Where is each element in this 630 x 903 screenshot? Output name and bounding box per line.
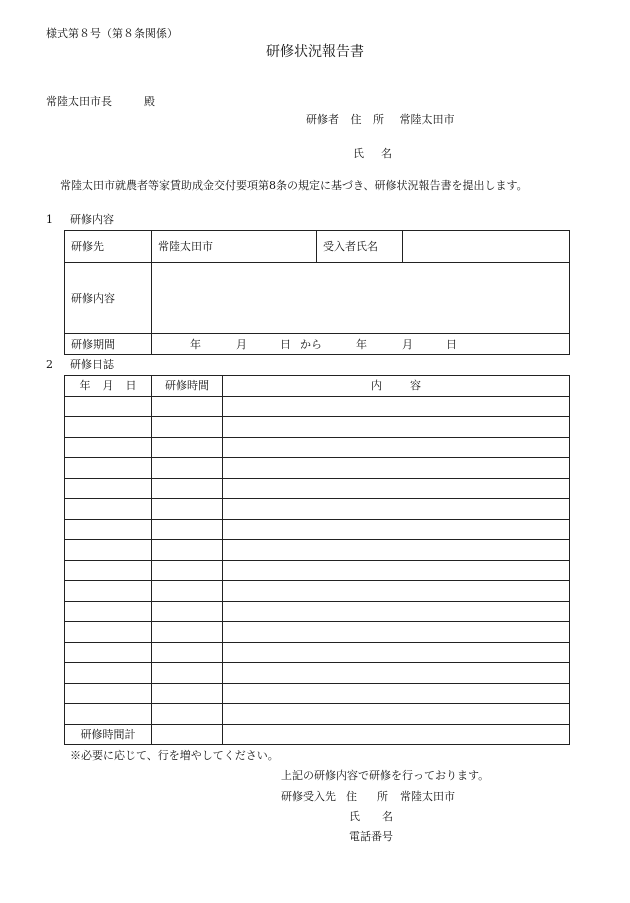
- log-hours-cell[interactable]: [152, 437, 223, 458]
- log-hours-cell[interactable]: [152, 396, 223, 417]
- trainee-name-line: [353, 148, 392, 159]
- section-2-heading: [46, 359, 114, 370]
- log-hours-cell[interactable]: [152, 560, 223, 581]
- log-content-cell[interactable]: [223, 560, 570, 581]
- log-total-label: 研修時間計: [65, 724, 152, 745]
- log-date-cell[interactable]: [65, 499, 152, 520]
- supervisor-label: 受入者氏名: [317, 231, 403, 263]
- document-title: 研修状況報告書: [266, 44, 364, 60]
- training-content-table: [64, 230, 570, 355]
- log-date-cell[interactable]: [65, 478, 152, 499]
- host-label: 研修受入先: [281, 790, 336, 803]
- period-month-2: 月: [402, 337, 413, 351]
- period-from: から: [300, 337, 322, 351]
- log-total-hours[interactable]: [152, 724, 223, 745]
- log-content-cell[interactable]: [223, 642, 570, 663]
- log-date-cell[interactable]: [65, 581, 152, 602]
- log-content-cell[interactable]: [223, 437, 570, 458]
- log-content-cell[interactable]: [223, 704, 570, 725]
- log-hours-cell[interactable]: [152, 642, 223, 663]
- log-row: [65, 704, 570, 725]
- log-content-cell[interactable]: [223, 417, 570, 438]
- log-content-cell[interactable]: [223, 663, 570, 684]
- training-details-row: [65, 263, 570, 334]
- log-header-day: 日: [125, 379, 137, 393]
- log-row: [65, 417, 570, 438]
- trainee-name-label-1: 氏: [353, 147, 364, 160]
- log-content-cell[interactable]: [223, 499, 570, 520]
- log-row: [65, 396, 570, 417]
- log-content-cell[interactable]: [223, 478, 570, 499]
- log-row: [65, 683, 570, 704]
- host-address-value: 常陸太田市: [400, 790, 455, 803]
- host-address-label-2: 所: [377, 790, 388, 803]
- training-site-label: 研修先: [65, 231, 152, 263]
- log-row: [65, 622, 570, 643]
- log-content-cell[interactable]: [223, 519, 570, 540]
- host-name-label-2: 名: [382, 810, 393, 823]
- section-1-title: 研修内容: [70, 213, 114, 226]
- log-row: [65, 560, 570, 581]
- log-row: [65, 601, 570, 622]
- log-hours-cell[interactable]: [152, 540, 223, 561]
- trainee-label: 研修者: [306, 113, 339, 126]
- period-year-2: 年: [356, 337, 367, 351]
- log-content-cell[interactable]: [223, 540, 570, 561]
- log-header-month: 月: [102, 379, 114, 393]
- host-address-label-1: 住: [346, 790, 357, 803]
- log-header-content-2: 容: [410, 379, 421, 393]
- log-content-cell[interactable]: [223, 601, 570, 622]
- host-name-line: [349, 811, 393, 822]
- log-total-content[interactable]: [223, 724, 570, 745]
- section-1-heading: [46, 214, 114, 225]
- log-hours-cell[interactable]: [152, 478, 223, 499]
- log-date-cell[interactable]: [65, 663, 152, 684]
- training-log-table: [64, 375, 570, 745]
- log-header-date: [65, 376, 152, 397]
- training-details-label: 研修内容: [65, 263, 152, 334]
- training-period-label: 研修期間: [65, 334, 152, 355]
- training-site-row: [65, 231, 570, 263]
- log-row: [65, 458, 570, 479]
- addressee-honorific: 殿: [144, 95, 155, 108]
- log-row: [65, 540, 570, 561]
- log-row: [65, 581, 570, 602]
- addressee-name: 常陸太田市長: [46, 95, 112, 108]
- log-hours-cell[interactable]: [152, 704, 223, 725]
- trainee-address-label-2: 所: [373, 113, 384, 126]
- log-hours-cell[interactable]: [152, 581, 223, 602]
- log-date-cell[interactable]: [65, 437, 152, 458]
- log-content-cell[interactable]: [223, 458, 570, 479]
- log-hours-cell[interactable]: [152, 519, 223, 540]
- period-month: 月: [236, 337, 247, 351]
- log-header-row: [65, 376, 570, 397]
- trainee-address-line: [306, 114, 455, 125]
- log-content-cell[interactable]: [223, 581, 570, 602]
- log-total-row: [65, 724, 570, 745]
- log-date-cell[interactable]: [65, 560, 152, 581]
- log-date-cell[interactable]: [65, 704, 152, 725]
- log-header-hours: 研修時間: [152, 376, 223, 397]
- log-header-year: 年: [79, 379, 91, 393]
- log-header-content: [223, 376, 570, 397]
- trainee-address-value: 常陸太田市: [399, 113, 455, 126]
- training-site-value[interactable]: 常陸太田市: [152, 231, 317, 263]
- log-date-cell[interactable]: [65, 622, 152, 643]
- log-date-cell[interactable]: [65, 458, 152, 479]
- log-date-cell[interactable]: [65, 540, 152, 561]
- section-2-title: 研修日誌: [70, 358, 114, 371]
- form-number: 様式第８号（第８条関係）: [46, 27, 178, 40]
- log-date-cell[interactable]: [65, 417, 152, 438]
- log-date-cell[interactable]: [65, 519, 152, 540]
- training-period-field[interactable]: [152, 334, 570, 355]
- period-day: 日: [280, 337, 291, 351]
- log-date-cell[interactable]: [65, 683, 152, 704]
- training-details-field[interactable]: [152, 263, 570, 334]
- log-header-content-1: 内: [371, 379, 382, 393]
- log-content-cell[interactable]: [223, 396, 570, 417]
- note: ※必要に応じて、行を増やしてください。: [70, 749, 279, 762]
- host-name-label-1: 氏: [349, 810, 360, 823]
- log-date-cell[interactable]: [65, 396, 152, 417]
- period-day-2: 日: [446, 337, 457, 351]
- section-1-number: 1: [46, 213, 53, 226]
- confirmation-text: 上記の研修内容で研修を行っております。: [281, 769, 490, 782]
- log-hours-cell[interactable]: [152, 622, 223, 643]
- log-content-cell[interactable]: [223, 683, 570, 704]
- log-row: [65, 437, 570, 458]
- host-address-line: [281, 791, 455, 802]
- log-row: [65, 663, 570, 684]
- addressee: [46, 96, 155, 107]
- section-2-number: 2: [46, 358, 53, 371]
- log-row: [65, 642, 570, 663]
- supervisor-field[interactable]: [403, 231, 570, 263]
- log-hours-cell[interactable]: [152, 683, 223, 704]
- log-hours-cell[interactable]: [152, 417, 223, 438]
- training-period-row: [65, 334, 570, 355]
- log-row: [65, 478, 570, 499]
- trainee-name-label-2: 名: [381, 147, 392, 160]
- log-date-cell[interactable]: [65, 642, 152, 663]
- log-row: [65, 519, 570, 540]
- trainee-address-label-1: 住: [350, 113, 362, 126]
- period-year: 年: [190, 337, 201, 351]
- log-hours-cell[interactable]: [152, 458, 223, 479]
- host-phone-label: 電話番号: [349, 830, 393, 843]
- log-hours-cell[interactable]: [152, 663, 223, 684]
- log-content-cell[interactable]: [223, 622, 570, 643]
- log-hours-cell[interactable]: [152, 601, 223, 622]
- body-text: 常陸太田市就農者等家賃助成金交付要項第8条の規定に基づき、研修状況報告書を提出します。: [60, 179, 528, 192]
- log-row: [65, 499, 570, 520]
- log-hours-cell[interactable]: [152, 499, 223, 520]
- log-date-cell[interactable]: [65, 601, 152, 622]
